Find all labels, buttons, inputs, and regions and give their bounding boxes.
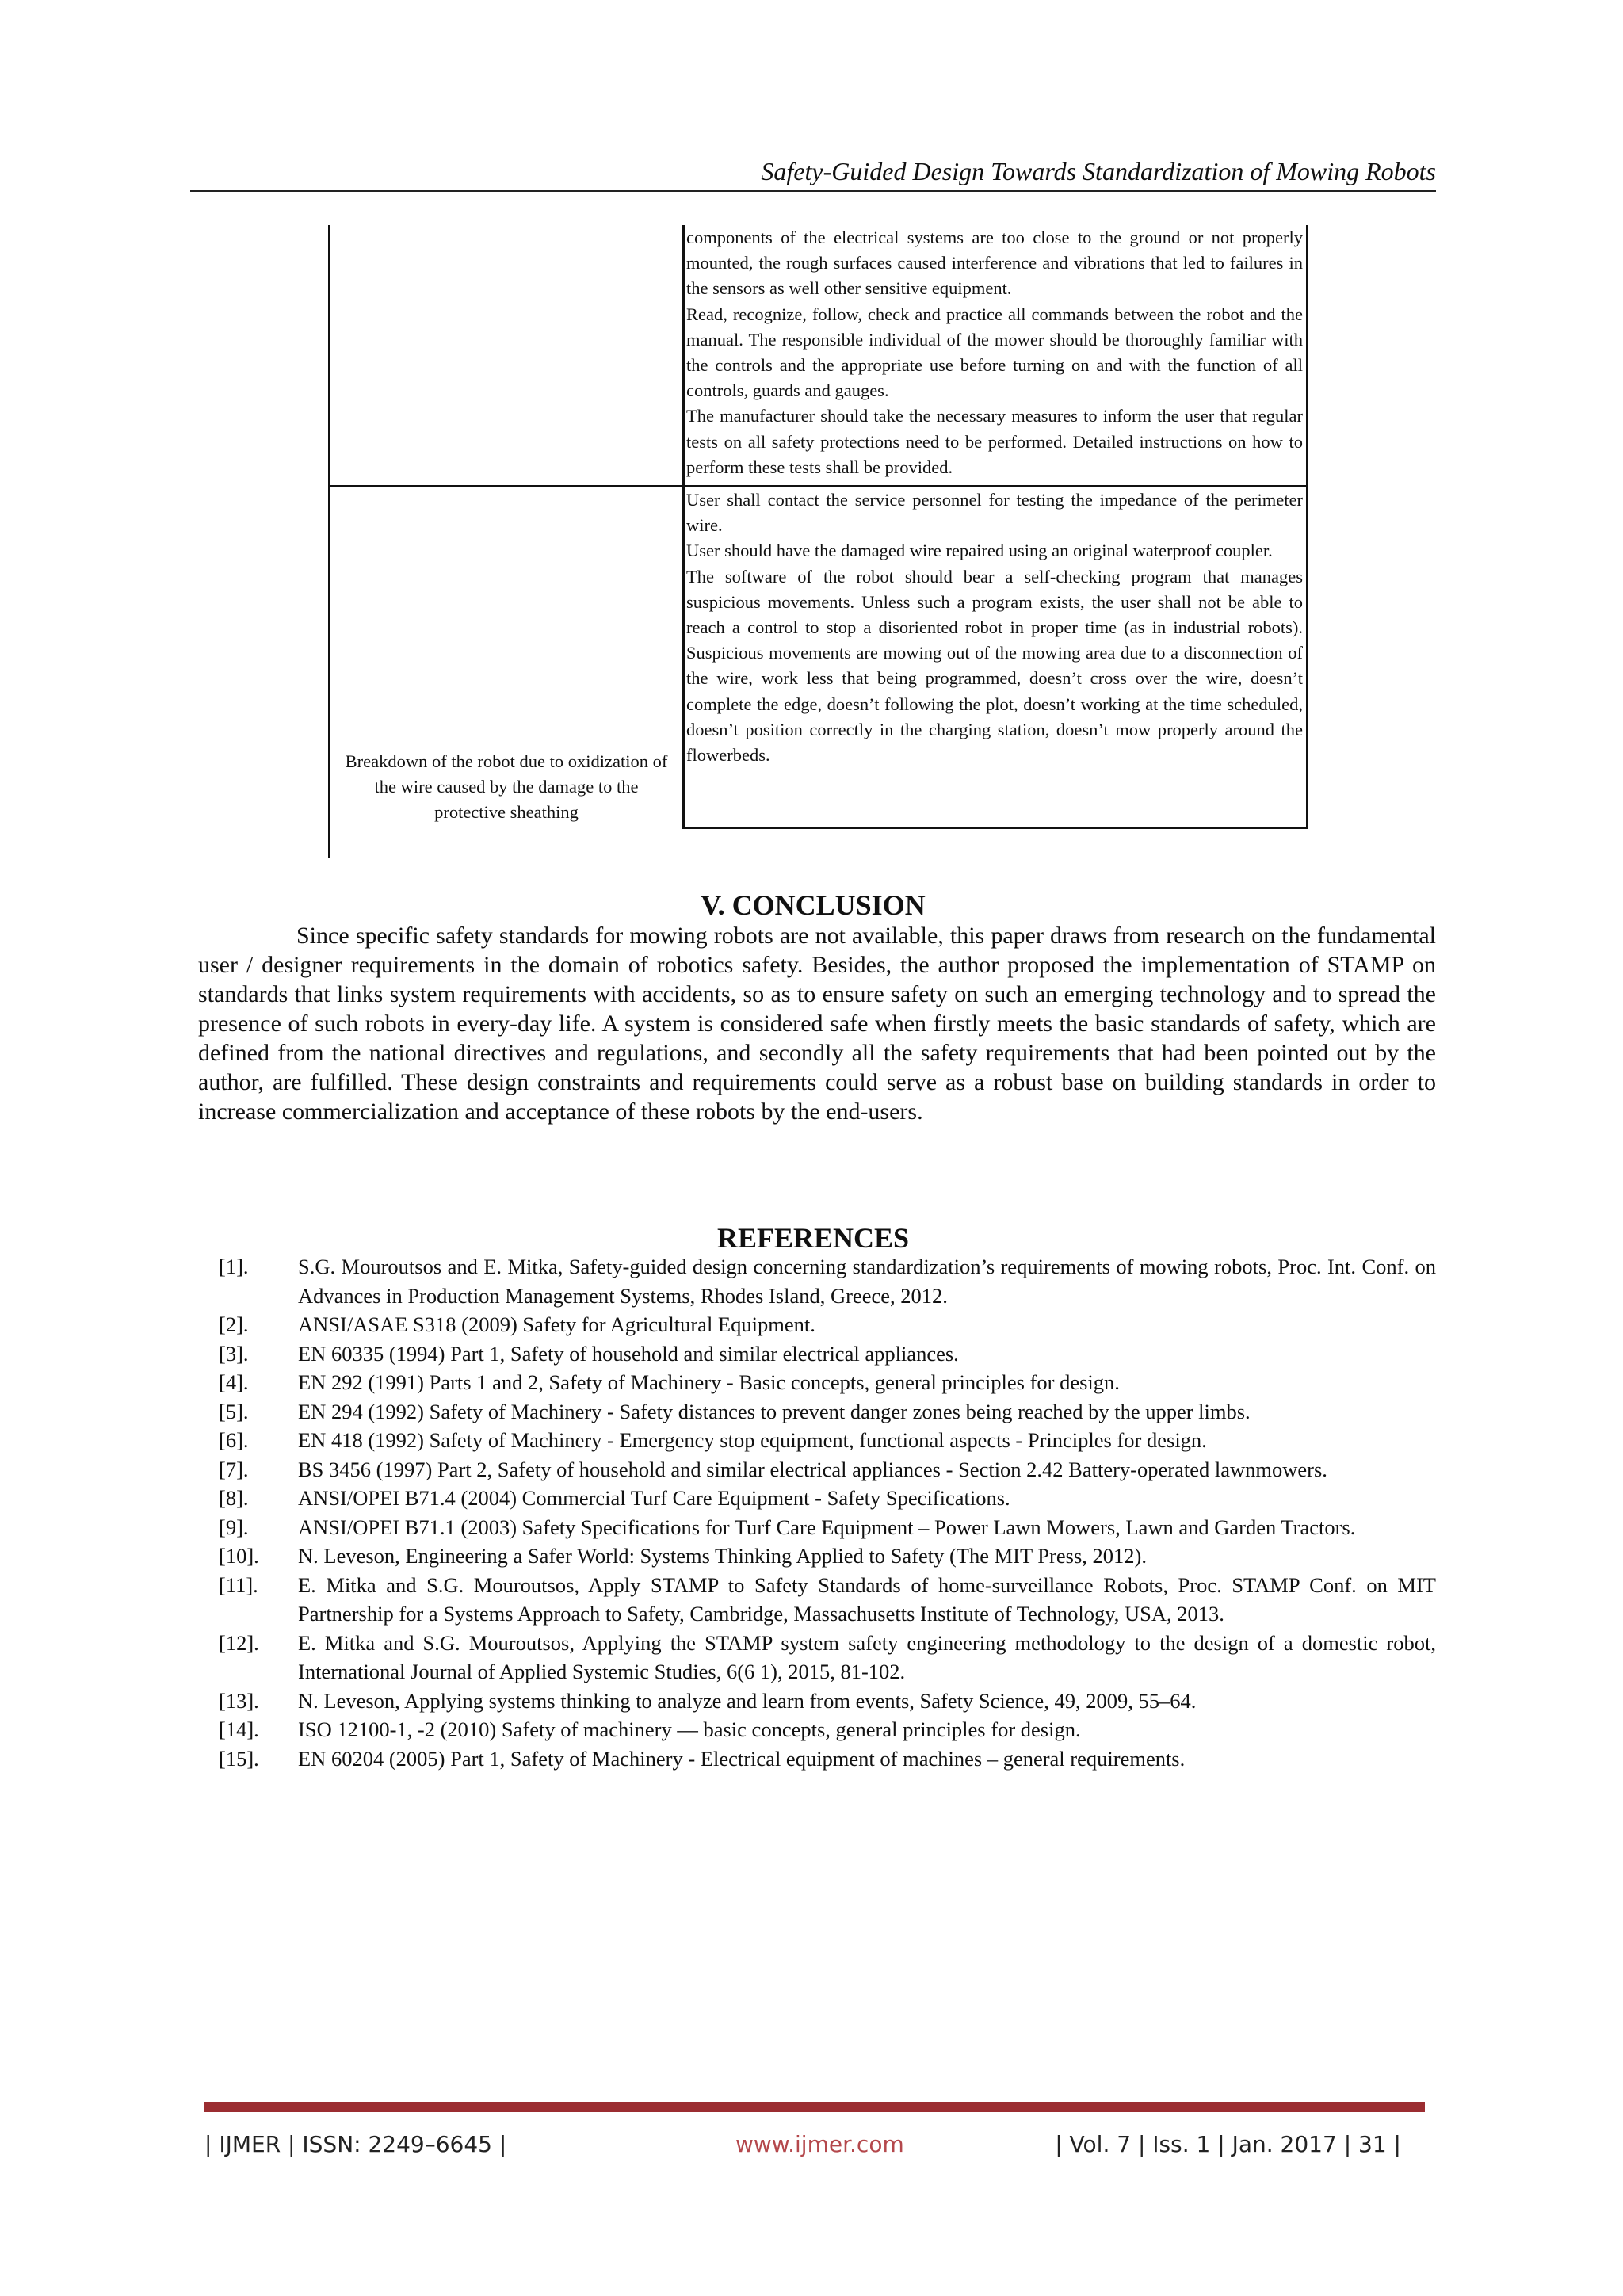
conclusion-heading: V. CONCLUSION xyxy=(701,889,926,921)
table-right-border xyxy=(1306,225,1308,829)
table-row1-right-cell xyxy=(686,225,1303,480)
reference-number: [6]. xyxy=(219,1428,249,1452)
reference-text: E. Mitka and S.G. Mouroutsos, Apply STAMP to Safety Standards of home-surveillance Robots, Proc. STAMP Conf. on MIT Partnership for a Systems Approach to Safety, Cambridge, Massachusetts Institute of Technology, USA, 2013. xyxy=(298,1572,1436,1626)
reference-text: E. Mitka and S.G. Mouroutsos, Applying the STAMP system safety engineering methodology to the design of a domestic robot, International Journal of Applied Systemic Studies, 6(6 1), 2015, 81-102. xyxy=(298,1630,1436,1683)
reference-number: [7]. xyxy=(219,1457,249,1481)
reference-number: [4]. xyxy=(219,1370,249,1394)
table-right-cell-bottom xyxy=(682,827,1308,829)
table-row2-left-cell: Breakdown of the robot due to oxidization of the wire caused by the damage to the protective sheathing xyxy=(345,751,668,822)
reference-item xyxy=(216,1484,1436,1513)
reference-item xyxy=(216,1571,1436,1629)
reference-text: N. Leveson, Applying systems thinking to analyze and learn from events, Safety Science, 49, 2009, 55–64. xyxy=(298,1688,1197,1713)
reference-item xyxy=(216,1252,1436,1310)
reference-text: EN 60204 (2005) Part 1, Safety of Machinery - Electrical equipment of machines – general requirements. xyxy=(298,1746,1186,1771)
reference-item xyxy=(216,1368,1436,1397)
reference-number: [9]. xyxy=(219,1515,249,1539)
requirements-table-fragment xyxy=(0,0,1623,872)
reference-text: EN 294 (1992) Safety of Machinery - Safety distances to prevent danger zones being reached by the upper limbs. xyxy=(298,1399,1251,1423)
reference-number: [5]. xyxy=(219,1399,249,1423)
footer-journal-info: | IJMER | ISSN: 2249–6645 | xyxy=(204,2131,507,2157)
footer-website-link[interactable]: www.ijmer.com xyxy=(735,2131,904,2157)
references-list xyxy=(216,1252,1436,1773)
running-title: Safety-Guided Design Towards Standardization of Mowing Robots xyxy=(761,157,1436,185)
table-column-divider xyxy=(682,225,685,829)
references-heading: REFERENCES xyxy=(716,1222,910,1254)
reference-item xyxy=(216,1629,1436,1687)
reference-text: N. Leveson, Engineering a Safer World: Systems Thinking Applied to Safety (The MIT Press, 2012). xyxy=(298,1544,1147,1568)
reference-number: [11]. xyxy=(219,1572,258,1597)
table-left-border xyxy=(328,225,330,858)
reference-number: [10]. xyxy=(219,1544,259,1568)
reference-item xyxy=(216,1513,1436,1542)
cell-paragraph: Read, recognize, follow, check and practice all commands between the robot and the manual. The responsible individual of the mower should be thoroughly familiar with the controls and the appropriate use before turning on and with the function of all controls, guards and gauges. xyxy=(686,304,1303,401)
reference-text: EN 292 (1991) Parts 1 and 2, Safety of Machinery - Basic concepts, general principles for design. xyxy=(298,1370,1120,1394)
footer-issue-page: | Vol. 7 | Iss. 1 | Jan. 2017 | 31 | xyxy=(1055,2131,1401,2157)
footer xyxy=(204,2127,1425,2162)
reference-number: [8]. xyxy=(219,1486,249,1510)
reference-text: BS 3456 (1997) Part 2, Safety of household and similar electrical appliances - Section 2.42 Battery-operated lawnmowers. xyxy=(298,1457,1327,1481)
reference-text: ANSI/OPEI B71.1 (2003) Safety Specifications for Turf Care Equipment – Power Lawn Mowers, Lawn and Garden Tractors. xyxy=(298,1515,1356,1539)
reference-number: [15]. xyxy=(219,1746,259,1771)
reference-text: ISO 12100-1, -2 (2010) Safety of machinery — basic concepts, general principles for design. xyxy=(298,1717,1081,1741)
reference-text: ANSI/OPEI B71.4 (2004) Commercial Turf Care Equipment - Safety Specifications. xyxy=(298,1486,1010,1510)
footer-accent-bar xyxy=(204,2102,1425,2112)
reference-item xyxy=(216,1310,1436,1339)
reference-number: [13]. xyxy=(219,1688,259,1713)
reference-number: [3]. xyxy=(219,1341,249,1366)
reference-number: [14]. xyxy=(219,1717,259,1741)
cell-paragraph: The manufacturer should take the necessary measures to inform the user that regular tests on all safety protections need to be performed. Detailed instructions on how to perform these tests shall be provided. xyxy=(686,406,1303,477)
table-row-divider xyxy=(328,485,1308,487)
cell-paragraph: User shall contact the service personnel for testing the impedance of the perimeter wire. xyxy=(686,490,1303,536)
cell-paragraph: The software of the robot should bear a self-checking program that manages suspicious movements. Unless such a program exists, the user shall not be able to reach a control to stop a disoriented robot in proper time (as in industrial robots). Suspicious movements are mowing out of the mowing area due to a disconnection of the wire, work less that being programmed, doesn’t cross over the wire, doesn’t complete the edge, doesn’t following the plot, doesn’t working at the time scheduled, doesn’t position correctly in the charging station, doesn’t mow properly around the flowerbeds. xyxy=(686,566,1303,766)
reference-number: [12]. xyxy=(219,1630,259,1655)
reference-item xyxy=(216,1687,1436,1716)
reference-item xyxy=(216,1715,1436,1744)
cell-paragraph: User should have the damaged wire repaired using an original waterproof coupler. xyxy=(686,541,1273,561)
reference-number: [1]. xyxy=(219,1255,249,1278)
reference-item xyxy=(216,1541,1436,1571)
reference-item xyxy=(216,1339,1436,1369)
reference-text: ANSI/ASAE S318 (2009) Safety for Agricultural Equipment. xyxy=(298,1312,815,1336)
reference-item xyxy=(216,1744,1436,1774)
reference-text: EN 418 (1992) Safety of Machinery - Emergency stop equipment, functional aspects - Principles for design. xyxy=(298,1428,1207,1452)
cell-paragraph: components of the electrical systems are too close to the ground or not properly mounted, the rough surfaces caused interference and vibrations that led to failures in the sensors as well other sensitive equipment. xyxy=(686,227,1303,299)
reference-item xyxy=(216,1426,1436,1455)
conclusion-paragraph: Since specific safety standards for mowing robots are not available, this paper draws from research on the fundamental user / designer requirements in the domain of robotics safety. Besides, the author proposed the implementation of STAMP on standards that links system requirements with accidents, so as to ensure safety on such an emerging technology and to spread the presence of such robots in every-day life. A system is considered safe when firstly meets the basic standards of safety, which are defined from the national directives and regulations, and secondly all the safety requirements that had been pointed out by the author, are fulfilled. These design constraints and requirements could serve as a robust base on building standards in order to increase commercialization and acceptance of these robots by the end-users. xyxy=(198,923,1436,1125)
reference-text: S.G. Mouroutsos and E. Mitka, Safety-guided design concerning standardization’s requirements of mowing robots, Proc. Int. Conf. on Advances in Production Management Systems, Rhodes Island, Greece, 2012. xyxy=(298,1255,1436,1308)
reference-text: EN 60335 (1994) Part 1, Safety of household and similar electrical appliances. xyxy=(298,1341,959,1366)
reference-item xyxy=(216,1455,1436,1484)
reference-item xyxy=(216,1397,1436,1427)
reference-number: [2]. xyxy=(219,1312,249,1336)
table-row2-right-cell xyxy=(686,487,1303,768)
